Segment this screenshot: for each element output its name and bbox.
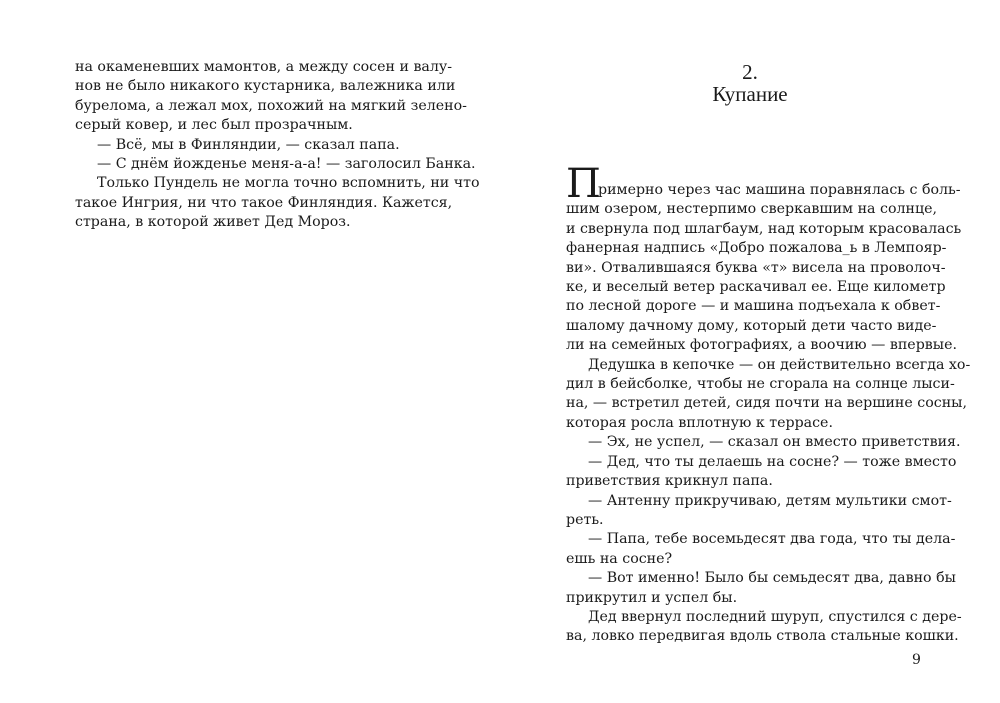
text-line: — Вот именно! Было бы семьдесят два, давно бы bbox=[588, 570, 956, 587]
text-line: по лесной дороге — и машина подъехала к обвет- bbox=[566, 298, 941, 315]
chapter-number: 2. bbox=[742, 60, 758, 84]
text-line: шалому дачному дому, который дети часто виде- bbox=[566, 317, 937, 334]
text-line: — Папа, тебе восемьдесят два года, что ты дела- bbox=[588, 531, 956, 548]
text-line: которая росла вплотную к террасе. bbox=[566, 414, 833, 431]
text-line: — Дед, что ты делаешь на сосне? — тоже вместо bbox=[588, 453, 957, 470]
text-line: на, — встретил детей, сидя почти на вершине сосны, bbox=[566, 395, 967, 412]
text-line: страна, в которой живет Дед Мороз. bbox=[75, 214, 351, 231]
text-line: ке, и веселый ветер раскачивал ее. Еще километр bbox=[566, 279, 946, 296]
text-line: — Эх, не успел, — сказал он вместо приветствия. bbox=[588, 434, 961, 451]
text-line: реть. bbox=[566, 511, 604, 528]
text-line: Дедушка в кепочке — он действительно всегда хо- bbox=[588, 356, 971, 373]
text-line: ешь на сосне? bbox=[566, 550, 673, 567]
text-line: бурелома, а лежал мох, похожий на мягкий зелено- bbox=[75, 97, 467, 114]
text-line: ви». Отвалившаяся буква «т» висела на проволоч- bbox=[566, 259, 946, 276]
text-line: римерно через час машина поравнялась с боль- bbox=[598, 182, 961, 198]
text-line: — Антенну прикручиваю, детям мультики смот- bbox=[588, 492, 952, 509]
text-line: и свернула под шлагбаум, над которым красовалась bbox=[566, 220, 962, 237]
left-page-text bbox=[75, 58, 480, 233]
text-line: фанерная надпись «Добро пожалова_ь в Лемпояр- bbox=[566, 240, 947, 257]
text-line: прикрутил и успел бы. bbox=[566, 589, 738, 606]
text-line: — С днём йожденье меня-а-а! — заголосил Банка. bbox=[97, 156, 476, 173]
first-line bbox=[566, 161, 961, 207]
text-line: Только Пундель не могла точно вспомнить, ни что bbox=[97, 175, 480, 192]
text-line: шим озером, нестерпимо сверкавшим на солнце, bbox=[566, 201, 937, 218]
text-line: серый ковер, и лес был прозрачным. bbox=[75, 117, 353, 134]
text-line: дил в бейсболке, чтобы не сгорала на солнце лыси- bbox=[566, 376, 955, 393]
text-line: приветствия крикнул папа. bbox=[566, 473, 773, 490]
text-line: такое Ингрия, ни что такое Финляндия. Кажется, bbox=[75, 194, 453, 211]
text-line: ли на семейных фотографиях, а воочию — впервые. bbox=[566, 337, 957, 354]
drop-cap: П bbox=[566, 161, 601, 207]
text-line: нов не было никакого кустарника, валежника или bbox=[75, 78, 456, 95]
right-page-text bbox=[566, 161, 971, 647]
text-line: Дед ввернул последний шуруп, спустился с дере- bbox=[588, 608, 962, 625]
chapter-title: Купание bbox=[712, 82, 788, 106]
page-number: 9 bbox=[912, 652, 921, 668]
text-line: ва, ловко передвигая вдоль ствола стальные кошки. bbox=[566, 628, 959, 645]
text-line: — Всё, мы в Финляндии, — сказал папа. bbox=[97, 136, 400, 153]
text-line: на окаменевших мамонтов, а между сосен и валу- bbox=[75, 59, 453, 75]
